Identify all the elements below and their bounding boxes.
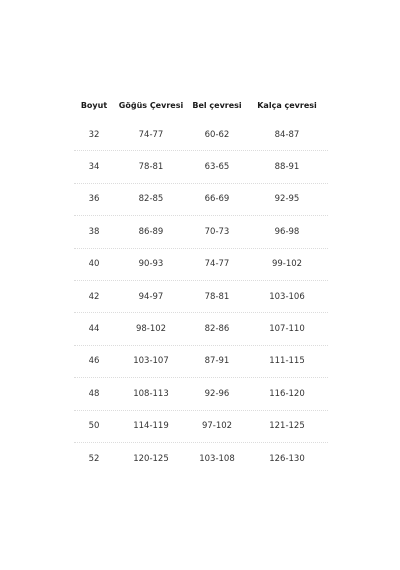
- cell-chest: 114-119: [133, 421, 169, 432]
- table-header-row: [74, 94, 328, 116]
- table-row: [74, 346, 328, 378]
- cell-size: 50: [88, 421, 100, 432]
- cell-waist: 70-73: [204, 226, 230, 237]
- table-row: [74, 249, 328, 281]
- table-row: [74, 184, 328, 216]
- cell-size: 52: [88, 454, 100, 465]
- size-chart-table: [74, 94, 328, 475]
- cell-chest: 78-81: [138, 162, 164, 173]
- cell-waist: 87-91: [204, 356, 230, 367]
- cell-chest: 90-93: [138, 259, 164, 270]
- cell-chest: 98-102: [135, 324, 167, 335]
- cell-size: 32: [88, 129, 100, 140]
- cell-size: 38: [88, 226, 100, 237]
- cell-chest: 103-107: [133, 356, 169, 367]
- table-row: [74, 281, 328, 313]
- cell-size: 48: [88, 388, 100, 399]
- cell-hip: 103-106: [269, 291, 305, 302]
- table-row: [74, 119, 328, 151]
- cell-size: 40: [88, 259, 100, 270]
- cell-waist: 82-86: [204, 324, 230, 335]
- cell-waist: 63-65: [204, 162, 230, 173]
- cell-hip: 111-115: [269, 356, 305, 367]
- table-row: [74, 411, 328, 443]
- table-body: [74, 119, 328, 475]
- cell-hip: 88-91: [274, 162, 300, 173]
- cell-chest: 120-125: [133, 454, 169, 465]
- cell-size: 34: [88, 162, 100, 173]
- cell-size: 36: [88, 194, 100, 205]
- cell-waist: 92-96: [204, 388, 230, 399]
- cell-size: 44: [88, 324, 100, 335]
- cell-hip: 116-120: [269, 388, 305, 399]
- cell-waist: 103-108: [199, 454, 235, 465]
- header-size: Boyut: [80, 100, 108, 110]
- cell-hip: 92-95: [274, 194, 300, 205]
- cell-waist: 74-77: [204, 259, 230, 270]
- cell-chest: 74-77: [138, 129, 164, 140]
- cell-size: 46: [88, 356, 100, 367]
- cell-hip: 96-98: [274, 226, 300, 237]
- cell-size: 42: [88, 291, 100, 302]
- cell-chest: 108-113: [133, 388, 169, 399]
- cell-waist: 78-81: [204, 291, 230, 302]
- cell-hip: 99-102: [271, 259, 303, 270]
- cell-hip: 107-110: [269, 324, 305, 335]
- cell-chest: 94-97: [138, 291, 164, 302]
- cell-waist: 66-69: [204, 194, 230, 205]
- table-row: [74, 378, 328, 410]
- header-chest: Göğüs Çevresi: [118, 100, 184, 110]
- header-waist: Bel çevresi: [192, 100, 242, 110]
- table-row: [74, 151, 328, 183]
- table-row: [74, 216, 328, 248]
- cell-waist: 97-102: [201, 421, 233, 432]
- table-row: [74, 313, 328, 345]
- cell-waist: 60-62: [204, 129, 230, 140]
- cell-chest: 82-85: [138, 194, 164, 205]
- header-hip: Kalça çevresi: [257, 100, 317, 110]
- cell-hip: 84-87: [274, 129, 300, 140]
- cell-chest: 86-89: [138, 226, 164, 237]
- cell-hip: 121-125: [269, 421, 305, 432]
- cell-hip: 126-130: [269, 454, 305, 465]
- table-row: [74, 443, 328, 475]
